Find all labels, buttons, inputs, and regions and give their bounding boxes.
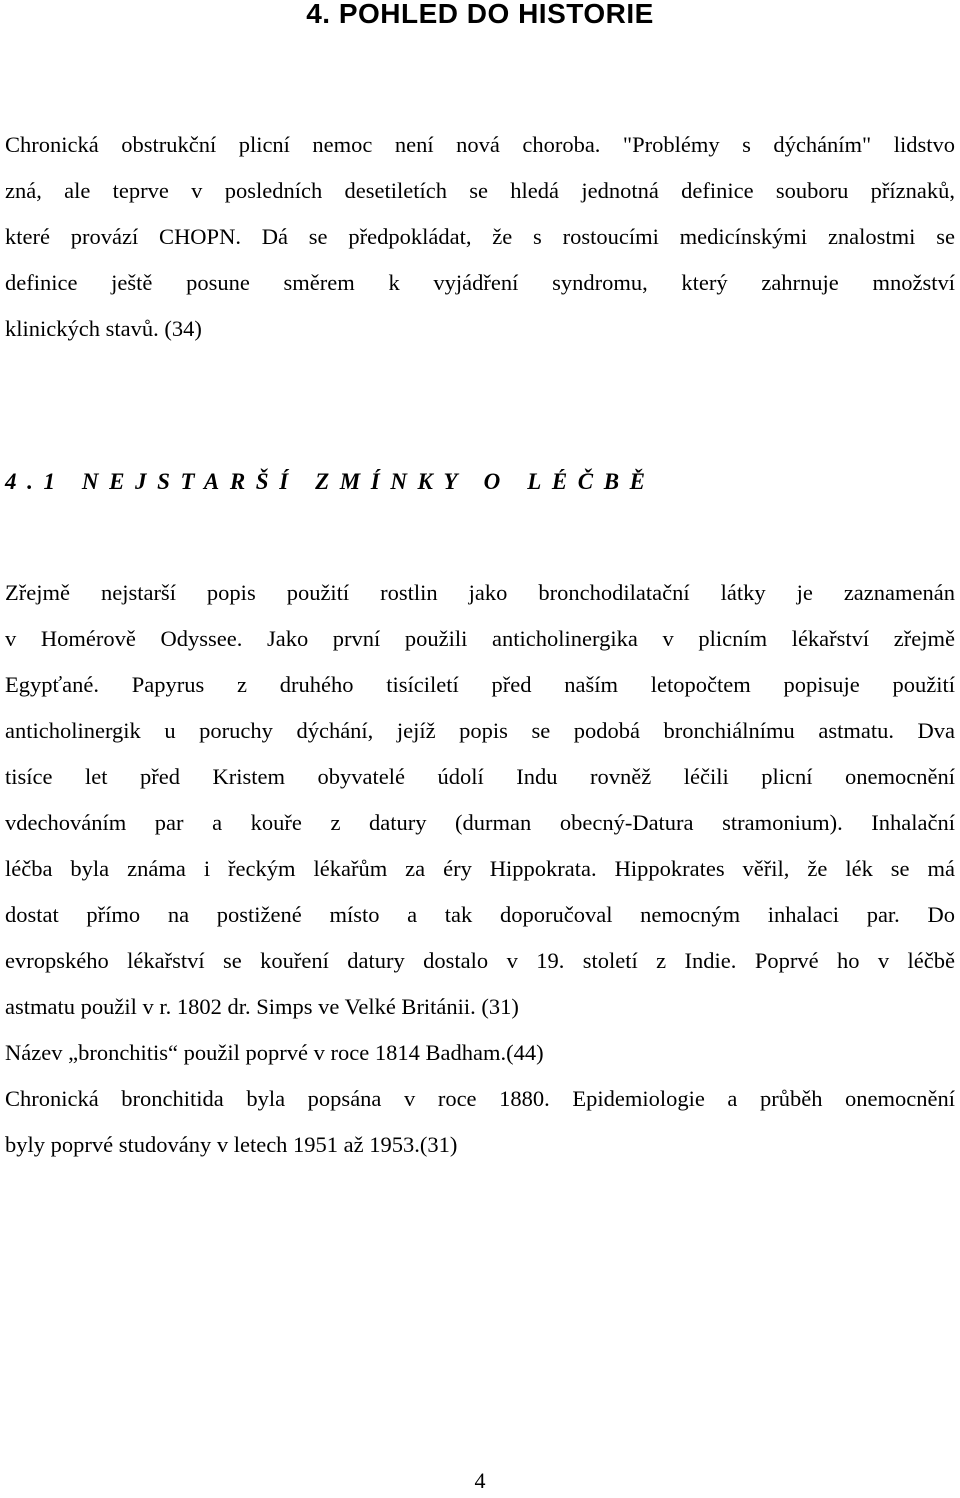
paragraph-line: léčba byla známa i řeckým lékařům za éry Hippokrata. Hippokrates věřil, že lék se má <box>5 856 955 881</box>
paragraph-line: astmatu použil v r. 1802 dr. Simps ve Velké Británii. (31) <box>5 994 519 1019</box>
paragraph-line: byly poprvé studovány v letech 1951 až 1953.(31) <box>5 1132 458 1157</box>
paragraph-line: vdechováním par a kouře z datury (durman obecný-Datura stramonium). Inhalační <box>5 810 955 835</box>
paragraph-line: definice ještě posune směrem k vyjádření syndromu, který zahrnuje množství <box>5 270 955 295</box>
intro-paragraph <box>5 122 955 352</box>
paragraph-line: dostat přímo na postižené místo a tak doporučoval nemocným inhalaci par. Do <box>5 902 955 927</box>
paragraph-line: které provází CHOPN. Dá se předpokládat, že s rostoucími medicínskými znalostmi se <box>5 224 955 249</box>
paragraph-line: v Homérově Odyssee. Jako první použili anticholinergika v plicním lékařství zřejmě <box>5 626 955 651</box>
paragraph-line: tisíce let před Kristem obyvatelé údolí Indu rovněž léčili plicní onemocnění <box>5 764 955 789</box>
paragraph-line: evropského lékařství se kouření datury dostalo v 19. století z Indie. Poprvé ho v léčbě <box>5 948 955 973</box>
page-number: 4 <box>474 1468 486 1493</box>
paragraph-line: klinických stavů. (34) <box>5 316 202 341</box>
paragraph-line: zná, ale teprve v posledních desetiletích se hledá jednotná definice souboru příznaků, <box>5 178 955 203</box>
paragraph-line: Název „bronchitis“ použil poprvé v roce 1814 Badham.(44) <box>5 1040 544 1065</box>
section-heading: 4.1 NEJSTARŠÍ ZMÍNKY O LÉČBĚ <box>5 469 656 494</box>
paragraph-line: Zřejmě nejstarší popis použití rostlin jako bronchodilatační látky je zaznamenán <box>5 580 955 605</box>
paragraph-line: Chronická obstrukční plicní nemoc není nová choroba. "Problémy s dýcháním" lidstvo <box>5 132 955 157</box>
paragraph-line: Egypťané. Papyrus z druhého tisíciletí před naším letopočtem popisuje použití <box>5 672 955 697</box>
body-paragraph <box>5 570 955 1168</box>
paragraph-line: anticholinergik u poruchy dýchání, jejíž popis se podobá bronchiálnímu astmatu. Dva <box>5 718 955 743</box>
chapter-title: 4. POHLED DO HISTORIE <box>306 0 654 29</box>
paragraph-line: Chronická bronchitida byla popsána v roce 1880. Epidemiologie a průběh onemocnění <box>5 1086 955 1111</box>
